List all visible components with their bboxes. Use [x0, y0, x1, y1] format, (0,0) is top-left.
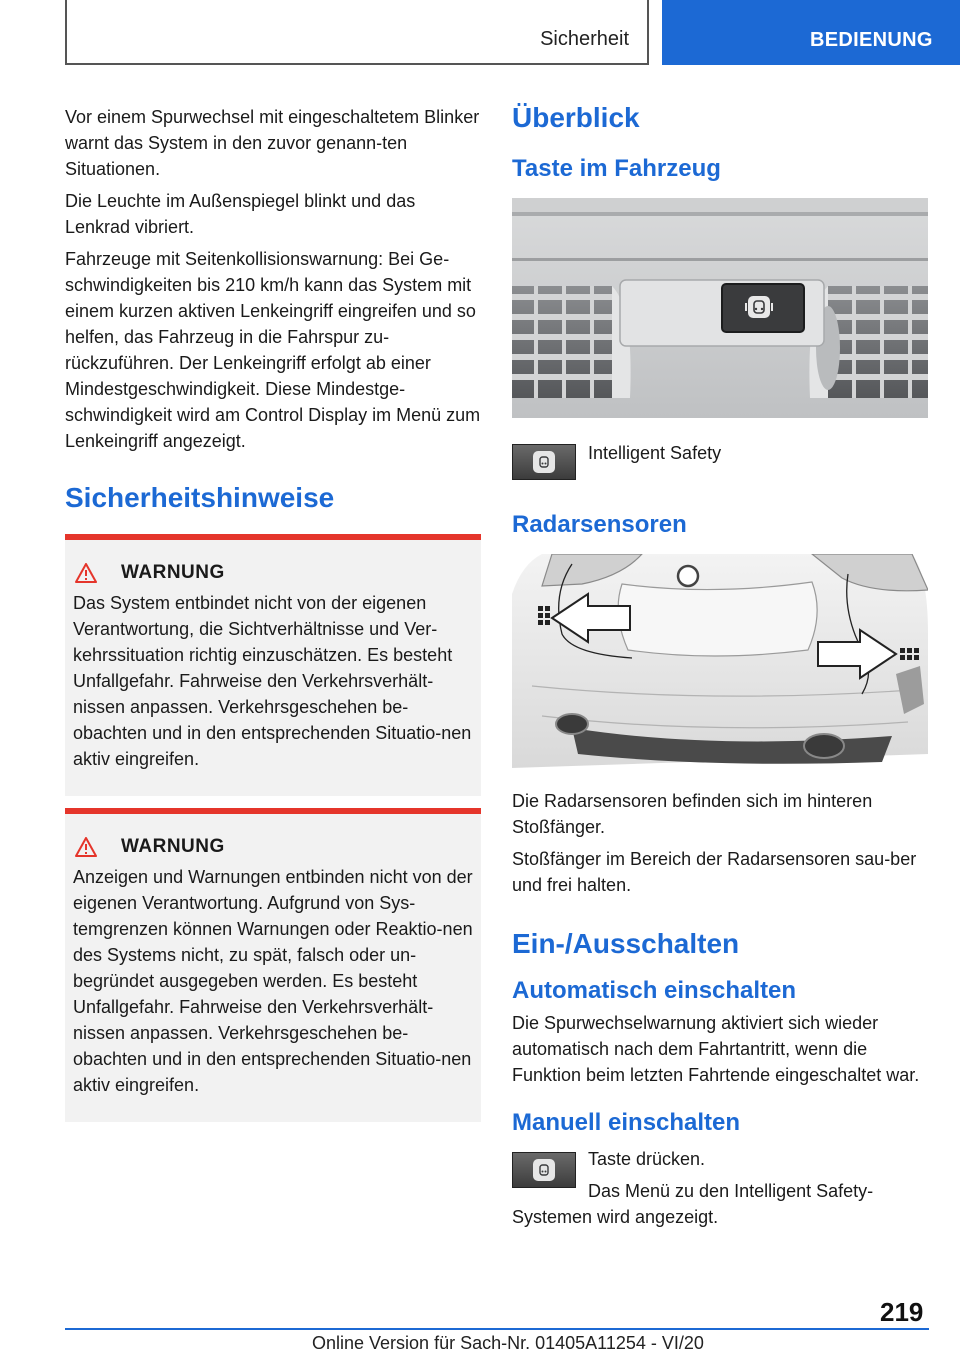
overview-heading: Überblick	[512, 102, 640, 133]
footer-divider	[65, 1328, 929, 1330]
header-section-box	[65, 0, 649, 65]
header-chapter-label: BEDIENUNG	[810, 29, 933, 51]
page-number: 219	[880, 1297, 924, 1327]
onoff-heading: Ein-/Ausschalten	[512, 928, 740, 959]
header-chapter-tab	[662, 0, 960, 65]
button-legend	[512, 440, 928, 480]
button-heading: Taste im Fahrzeug	[512, 155, 721, 182]
paragraph: Die Leuchte im Außenspiegel blinkt und das Lenkrad vibriert.	[65, 191, 416, 237]
warning-text: Das System entbindet nicht von der eigenen Verantwortung, die Sichtverhältnisse und Ver-kehrssituation richtig einzuschätzen. Es besteht Unfallgefahr. Fahrweise den Verkehrsverhält-nissen anpassen. Verkehrsgeschehen be-obachten und in den entsprechenden Situatio-nen aktiv eingreifen.	[73, 593, 472, 769]
dashboard-button-illustration	[512, 198, 928, 418]
paragraph: Fahrzeuge mit Seitenkollisionswarnung: Bei Ge-schwindigkeiten bis 210 km/h kann das System mit einem kurzen aktiven Lenkeingriff eingreifen und so helfen, das Fahrzeug in die Fahrspur zu-rückzuführen. Der Lenkeingriff erfolgt ab einer Mindestgeschwindigkeit. Diese Mindestge-schwindigkeit wird am Control Display im Menü zum Lenkeingriff angezeigt.	[65, 249, 481, 451]
manual-step: Taste drücken.	[588, 1149, 706, 1169]
auto-paragraph: Die Spurwechselwarnung aktiviert sich wieder automatisch nach dem Fahrtantritt, wenn die Funktion beim letzten Fahrtende eingeschaltet war.	[512, 1013, 920, 1085]
radar-heading: Radarsensoren	[512, 511, 687, 538]
rear-bumper-illustration	[512, 554, 928, 768]
intelligent-safety-button-icon	[512, 444, 576, 480]
safety-heading: Sicherheitshinweise	[65, 482, 335, 513]
warning-box	[65, 534, 481, 796]
radar-paragraph: Stoßfänger im Bereich der Radarsensoren sau-ber und frei halten.	[512, 849, 917, 895]
manual-steps	[512, 1146, 928, 1230]
radar-paragraph: Die Radarsensoren befinden sich im hinteren Stoßfänger.	[512, 791, 873, 837]
warning-box	[65, 808, 481, 1122]
manual-step: Das Menü zu den Intelligent Safety-Systemen wird angezeigt.	[512, 1181, 874, 1227]
warning-label: WARNUNG	[121, 836, 225, 857]
warning-triangle-icon	[75, 837, 97, 857]
paragraph: Vor einem Spurwechsel mit eingeschaltetem Blinker warnt das System in den zuvor genann-ten Situationen.	[65, 107, 480, 179]
footer-online-version: Online Version für Sach-Nr. 01405A11254 - VI/20	[312, 1333, 704, 1353]
manual-heading: Manuell einschalten	[512, 1109, 741, 1136]
button-caption: Intelligent Safety	[588, 443, 722, 463]
warning-triangle-icon	[75, 563, 97, 583]
auto-heading: Automatisch einschalten	[512, 977, 797, 1004]
intelligent-safety-button-icon	[512, 1152, 576, 1188]
left-column	[65, 104, 481, 1122]
warning-label: WARNUNG	[121, 562, 225, 583]
right-column	[512, 100, 928, 1236]
header-section-title: Sicherheit	[540, 28, 629, 50]
warning-text: Anzeigen und Warnungen entbinden nicht von der eigenen Verantwortung. Aufgrund von Sys-temgrenzen können Warnungen oder Reaktio-nen des Systems nicht, zu spät, falsch oder un-begründet ausgegeben werden. Es besteht Unfallgefahr. Fahrweise den Verkehrsverhält-nissen anpassen. Verkehrsgeschehen be-obachten und in den entsprechenden Situatio-nen aktiv eingreifen.	[73, 867, 473, 1095]
